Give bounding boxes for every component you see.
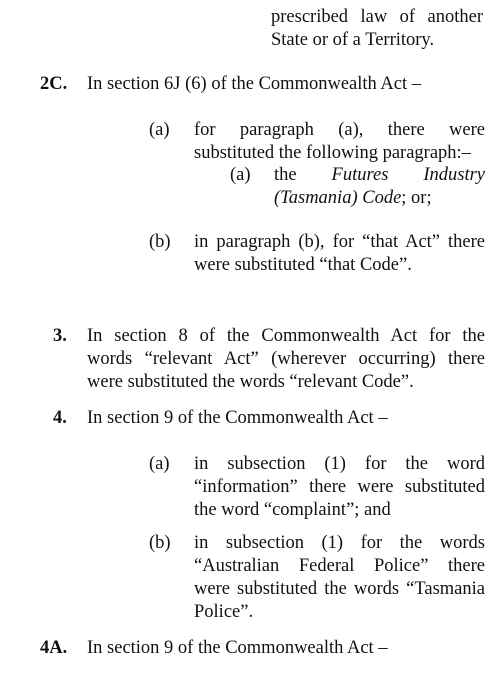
subparagraph-a-text — [274, 164, 485, 210]
paragraph-label-a: (a) — [149, 120, 170, 140]
paragraph-a-text — [194, 453, 485, 522]
paragraph-a-line-1: for paragraph (a), there were — [194, 120, 485, 140]
paragraph-label-b: (b) — [149, 232, 171, 252]
word-futures: Futures — [331, 165, 389, 185]
paragraph-label-b: (b) — [149, 533, 171, 553]
paragraph-b-text — [194, 231, 485, 277]
section-heading: In section 6J (6) of the Commonwealth Act – — [87, 74, 421, 94]
word-the: the — [274, 165, 297, 185]
continuation-text — [271, 6, 483, 52]
continuation-line-2: State or of a Territory. — [271, 30, 435, 50]
code-tail: ; or; — [401, 188, 432, 208]
continuation-line-1: prescribed law of another — [271, 7, 483, 27]
section-heading: In section 9 of the Commonwealth Act – — [87, 638, 388, 658]
paragraph-a-line-2: substituted the following paragraph:– — [194, 143, 471, 163]
section-number: 4A. — [40, 638, 68, 658]
section-line-3: were substituted the words “relevant Code”. — [87, 372, 414, 392]
section-text — [87, 325, 485, 394]
section-heading: In section 9 of the Commonwealth Act – — [87, 408, 388, 428]
paragraph-a-text — [194, 119, 485, 165]
subparagraph-a-line-1 — [274, 164, 485, 187]
paragraph-a-line-3: the word “complaint”; and — [194, 500, 391, 520]
paragraph-a-line-1: in subsection (1) for the word — [194, 454, 485, 474]
paragraph-b-line-2: were substituted “that Code”. — [194, 255, 412, 275]
section-number: 2C. — [40, 74, 68, 94]
paragraph-b-line-2: “Australian Federal Police” there — [194, 556, 485, 576]
section-line-1: In section 8 of the Commonwealth Act for the — [87, 326, 485, 346]
paragraph-b-text — [194, 532, 485, 624]
code-name: (Tasmania) Code — [274, 188, 402, 208]
paragraph-b-line-3: were substituted the words “Tasmania — [194, 579, 485, 599]
subparagraph-label-a: (a) — [230, 165, 251, 185]
paragraph-b-line-1: in paragraph (b), for “that Act” there — [194, 232, 485, 252]
paragraph-a-line-2: “information” there were substituted — [194, 477, 485, 497]
section-number: 4. — [53, 408, 67, 428]
section-number: 3. — [53, 326, 67, 346]
paragraph-b-line-4: Police”. — [194, 602, 254, 622]
paragraph-label-a: (a) — [149, 454, 170, 474]
section-line-2: words “relevant Act” (wherever occurring) there — [87, 349, 485, 369]
paragraph-b-line-1: in subsection (1) for the words — [194, 533, 485, 553]
subparagraph-a-line-2 — [274, 187, 485, 210]
word-industry: Industry — [423, 165, 485, 185]
